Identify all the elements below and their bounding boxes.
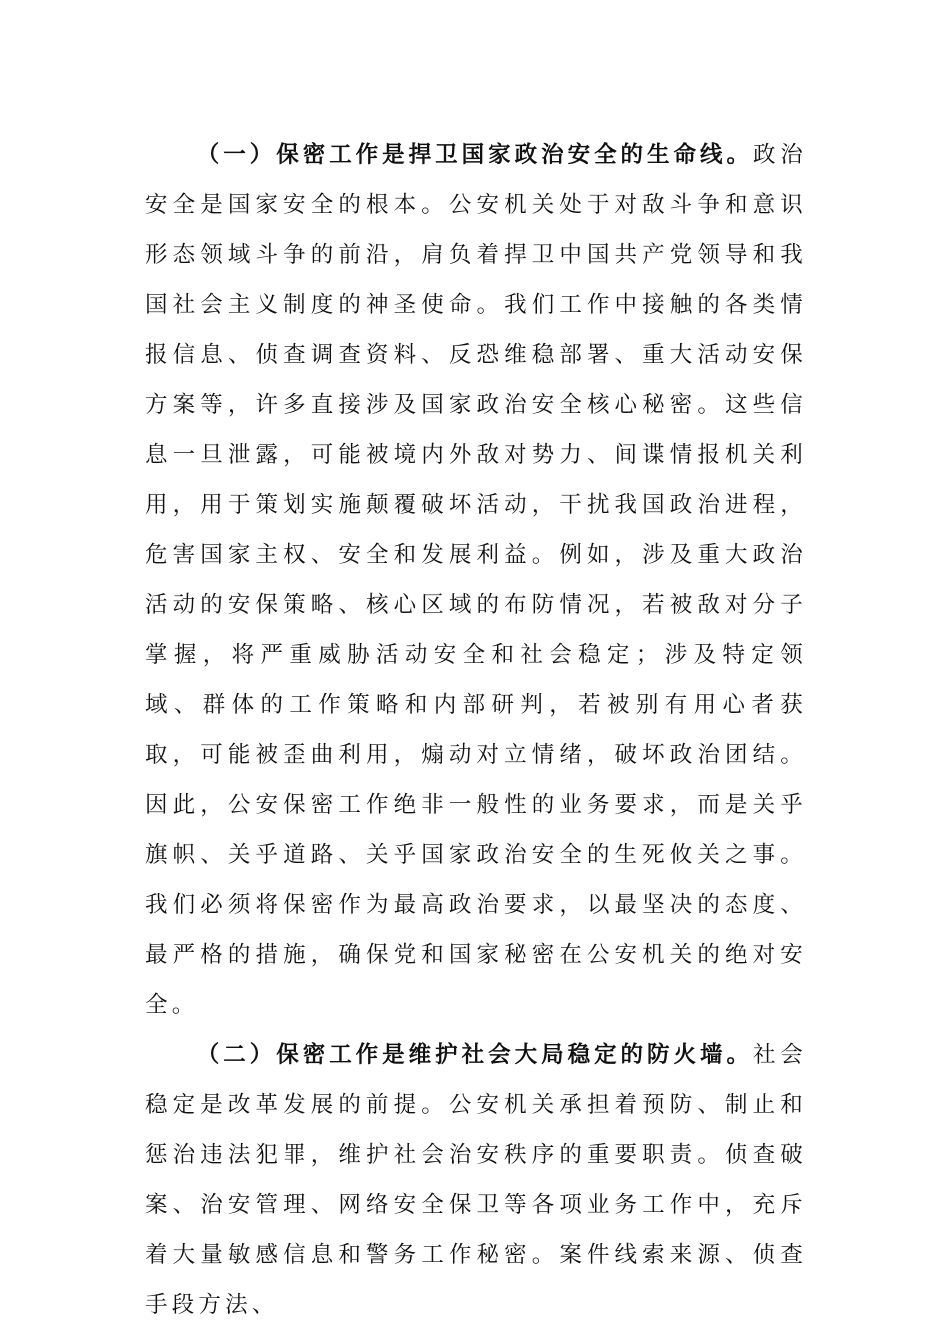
paragraph-2 bbox=[145, 1030, 807, 1330]
paragraph-1 bbox=[145, 130, 807, 1030]
paragraph-1-body: 政治安全是国家安全的根本。公安机关处于对敌斗争和意识形态领域斗争的前沿，肩负着捍卫中国共产党领导和我国社会主义制度的神圣使命。我们工作中接触的各类情报信息、侦查调查资料、反恐维稳部署、重大活动安保方案等，许多直接涉及国家政治安全核心秘密。这些信息一旦泄露，可能被境内外敌对势力、间谍情报机关利用，用于策划实施颠覆破坏活动，干扰我国政治进程，危害国家主权、安全和发展利益。例如，涉及重大政治活动的安保策略、核心区域的布防情况，若被敌对分子掌握，将严重威胁活动安全和社会稳定；涉及特定领域、群体的工作策略和内部研判，若被别有用心者获取，可能被歪曲利用，煽动对立情绪，破坏政治团结。因此，公安保密工作绝非一般性的业务要求，而是关乎旗帜、关乎道路、关乎国家政治安全的生死攸关之事。我们必须将保密作为最高政治要求，以最坚决的态度、最严格的措施，确保党和国家秘密在公安机关的绝对安全。 bbox=[145, 142, 808, 1018]
paragraph-2-heading: （二）保密工作是维护社会大局稳定的防火墙。 bbox=[196, 1042, 754, 1068]
paragraph-1-heading: （一）保密工作是捍卫国家政治安全的生命线。 bbox=[196, 142, 754, 168]
paragraph-2-body: 社会稳定是改革发展的前提。公安机关承担着预防、制止和惩治违法犯罪，维护社会治安秩序的重要职责。侦查破案、治安管理、网络安全保卫等各项业务工作中，充斥着大量敏感信息和警务工作秘密。案件线索来源、侦查手段方法、 bbox=[145, 1042, 808, 1318]
document-page bbox=[145, 130, 807, 1330]
